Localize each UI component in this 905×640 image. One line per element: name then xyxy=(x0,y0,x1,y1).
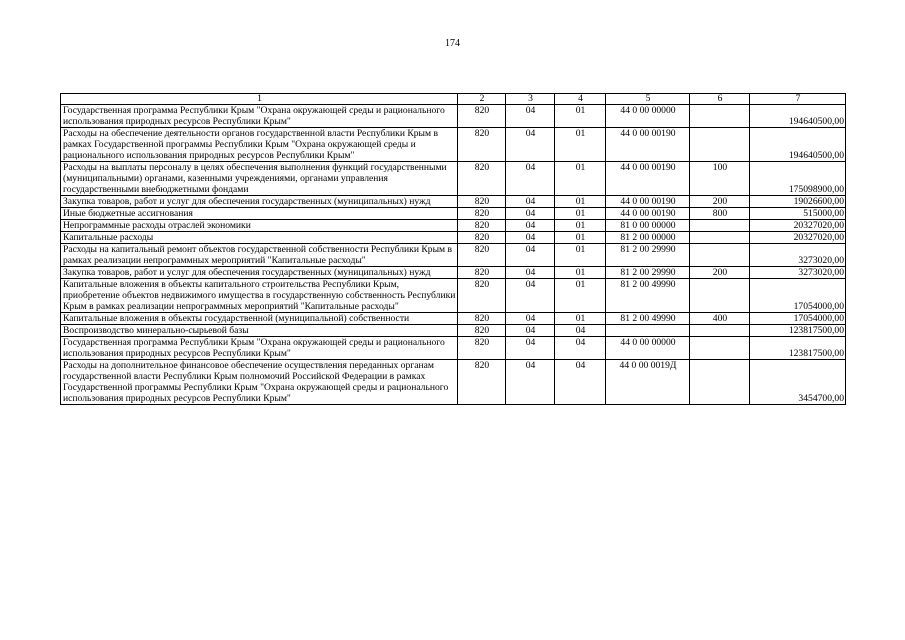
cell-amount: 17054000,00 xyxy=(750,313,846,325)
header-cell-5: 5 xyxy=(606,94,690,105)
cell-c6 xyxy=(690,128,750,162)
cell-c3: 04 xyxy=(506,244,555,267)
cell-c2: 820 xyxy=(458,325,506,337)
cell-c5: 44 0 00 0019Д xyxy=(606,360,690,405)
cell-c3: 04 xyxy=(506,232,555,244)
cell-amount: 123817500,00 xyxy=(750,337,846,360)
cell-c6: 800 xyxy=(690,208,750,220)
table-row xyxy=(61,128,846,162)
budget-table-body xyxy=(61,94,846,405)
cell-amount: 123817500,00 xyxy=(750,325,846,337)
table-row xyxy=(61,313,846,325)
cell-c5: 81 2 00 29990 xyxy=(606,244,690,267)
cell-name: Закупка товаров, работ и услуг для обеспечения государственных (муниципальных) нужд xyxy=(61,267,458,279)
cell-c3: 04 xyxy=(506,196,555,208)
cell-name: Капитальные вложения в объекты капитального строительства Республики Крым, приобретение объектов недвижимого имущества в государственную собственность Республики Крым в рамках реализации непрограммных мероприятий "Капитальные расходы" xyxy=(61,279,458,313)
cell-c2: 820 xyxy=(458,313,506,325)
header-cell-4: 4 xyxy=(555,94,606,105)
cell-c4: 01 xyxy=(555,162,606,196)
cell-c6: 200 xyxy=(690,196,750,208)
header-cell-1: 1 xyxy=(61,94,458,105)
table-row xyxy=(61,162,846,196)
cell-c6 xyxy=(690,337,750,360)
cell-amount: 3273020,00 xyxy=(750,267,846,279)
cell-c5: 81 2 00 00000 xyxy=(606,232,690,244)
cell-amount: 17054000,00 xyxy=(750,279,846,313)
cell-c6: 400 xyxy=(690,313,750,325)
cell-c2: 820 xyxy=(458,360,506,405)
cell-c5: 44 0 00 00190 xyxy=(606,196,690,208)
cell-c3: 04 xyxy=(506,360,555,405)
table-row xyxy=(61,208,846,220)
budget-table xyxy=(60,93,846,405)
cell-c2: 820 xyxy=(458,244,506,267)
cell-amount: 515000,00 xyxy=(750,208,846,220)
cell-name: Расходы на обеспечение деятельности органов государственной власти Республики Крым в рамках Государственной программы Республики Крым "Охрана окружающей среды и рационального использования природных ресурсов Республики Крым" xyxy=(61,128,458,162)
cell-amount: 194640500,00 xyxy=(750,128,846,162)
cell-name: Государственная программа Республики Крым "Охрана окружающей среды и рационального использования природных ресурсов Республики Крым" xyxy=(61,337,458,360)
cell-amount: 3273020,00 xyxy=(750,244,846,267)
table-row xyxy=(61,337,846,360)
cell-c2: 820 xyxy=(458,162,506,196)
cell-name: Воспроизводство минерально-сырьевой базы xyxy=(61,325,458,337)
cell-c4: 01 xyxy=(555,279,606,313)
table-row xyxy=(61,105,846,128)
cell-c3: 04 xyxy=(506,220,555,232)
cell-c6 xyxy=(690,244,750,267)
table-row xyxy=(61,232,846,244)
cell-c3: 04 xyxy=(506,105,555,128)
cell-c4: 01 xyxy=(555,105,606,128)
cell-c2: 820 xyxy=(458,337,506,360)
cell-c5: 81 0 00 00000 xyxy=(606,220,690,232)
cell-c6 xyxy=(690,325,750,337)
cell-amount: 20327020,00 xyxy=(750,232,846,244)
cell-c6: 200 xyxy=(690,267,750,279)
cell-name: Расходы на капитальный ремонт объектов государственной собственности Республики Крым в рамках реализации непрограммных мероприятий "Капитальные расходы" xyxy=(61,244,458,267)
header-cell-6: 6 xyxy=(690,94,750,105)
page-number: 174 xyxy=(445,38,460,49)
cell-c2: 820 xyxy=(458,220,506,232)
cell-c6 xyxy=(690,279,750,313)
cell-c5: 44 0 00 00190 xyxy=(606,128,690,162)
cell-c3: 04 xyxy=(506,128,555,162)
cell-c4: 01 xyxy=(555,232,606,244)
cell-c4: 04 xyxy=(555,325,606,337)
cell-c6 xyxy=(690,220,750,232)
table-row xyxy=(61,196,846,208)
cell-c5: 44 0 00 00000 xyxy=(606,337,690,360)
cell-name: Государственная программа Республики Крым "Охрана окружающей среды и рационального использования природных ресурсов Республики Крым" xyxy=(61,105,458,128)
cell-amount: 194640500,00 xyxy=(750,105,846,128)
cell-amount: 3454700,00 xyxy=(750,360,846,405)
cell-c4: 01 xyxy=(555,267,606,279)
cell-c5: 44 0 00 00000 xyxy=(606,105,690,128)
cell-c6: 100 xyxy=(690,162,750,196)
cell-c6 xyxy=(690,360,750,405)
cell-c3: 04 xyxy=(506,337,555,360)
cell-c5: 44 0 00 00190 xyxy=(606,208,690,220)
cell-name: Иные бюджетные ассигнования xyxy=(61,208,458,220)
cell-c4: 01 xyxy=(555,220,606,232)
cell-c5 xyxy=(606,325,690,337)
cell-c2: 820 xyxy=(458,128,506,162)
cell-c4: 01 xyxy=(555,196,606,208)
cell-c3: 04 xyxy=(506,279,555,313)
cell-name: Расходы на дополнительное финансовое обеспечение осуществления переданных органам государственной власти Республики Крым полномочий Российской Федерации в рамках Государственной программы Республики Крым "Охрана окружающей среды и рационального использования природных ресурсов Республики Крым" xyxy=(61,360,458,405)
table-row xyxy=(61,220,846,232)
header-cell-7: 7 xyxy=(750,94,846,105)
cell-amount: 19026600,00 xyxy=(750,196,846,208)
cell-amount: 20327020,00 xyxy=(750,220,846,232)
cell-c2: 820 xyxy=(458,105,506,128)
cell-c2: 820 xyxy=(458,208,506,220)
cell-amount: 175098900,00 xyxy=(750,162,846,196)
cell-name: Капитальные расходы xyxy=(61,232,458,244)
table-header-row xyxy=(61,94,846,105)
table-row xyxy=(61,244,846,267)
cell-c5: 81 2 00 29990 xyxy=(606,267,690,279)
cell-c3: 04 xyxy=(506,267,555,279)
cell-c2: 820 xyxy=(458,196,506,208)
cell-name: Закупка товаров, работ и услуг для обеспечения государственных (муниципальных) нужд xyxy=(61,196,458,208)
cell-c2: 820 xyxy=(458,232,506,244)
cell-c4: 01 xyxy=(555,208,606,220)
table-row xyxy=(61,267,846,279)
cell-c3: 04 xyxy=(506,208,555,220)
cell-c4: 01 xyxy=(555,244,606,267)
cell-c2: 820 xyxy=(458,279,506,313)
table-row xyxy=(61,279,846,313)
cell-name: Капитальные вложения в объекты государственной (муниципальной) собственности xyxy=(61,313,458,325)
table-row xyxy=(61,360,846,405)
header-cell-2: 2 xyxy=(458,94,506,105)
cell-name: Расходы на выплаты персоналу в целях обеспечения выполнения функций государственными (муниципальными) органами, казенными учреждениями, органами управления государственными внебюджетными фондами xyxy=(61,162,458,196)
cell-c2: 820 xyxy=(458,267,506,279)
cell-c3: 04 xyxy=(506,162,555,196)
cell-c4: 01 xyxy=(555,313,606,325)
cell-c4: 04 xyxy=(555,360,606,405)
cell-c6 xyxy=(690,105,750,128)
cell-c5: 81 2 00 49990 xyxy=(606,279,690,313)
cell-c3: 04 xyxy=(506,325,555,337)
cell-c5: 44 0 00 00190 xyxy=(606,162,690,196)
header-cell-3: 3 xyxy=(506,94,555,105)
cell-c4: 04 xyxy=(555,337,606,360)
cell-c6 xyxy=(690,232,750,244)
cell-c3: 04 xyxy=(506,313,555,325)
cell-c5: 81 2 00 49990 xyxy=(606,313,690,325)
cell-name: Непрограммные расходы отраслей экономики xyxy=(61,220,458,232)
table-row xyxy=(61,325,846,337)
cell-c4: 01 xyxy=(555,128,606,162)
